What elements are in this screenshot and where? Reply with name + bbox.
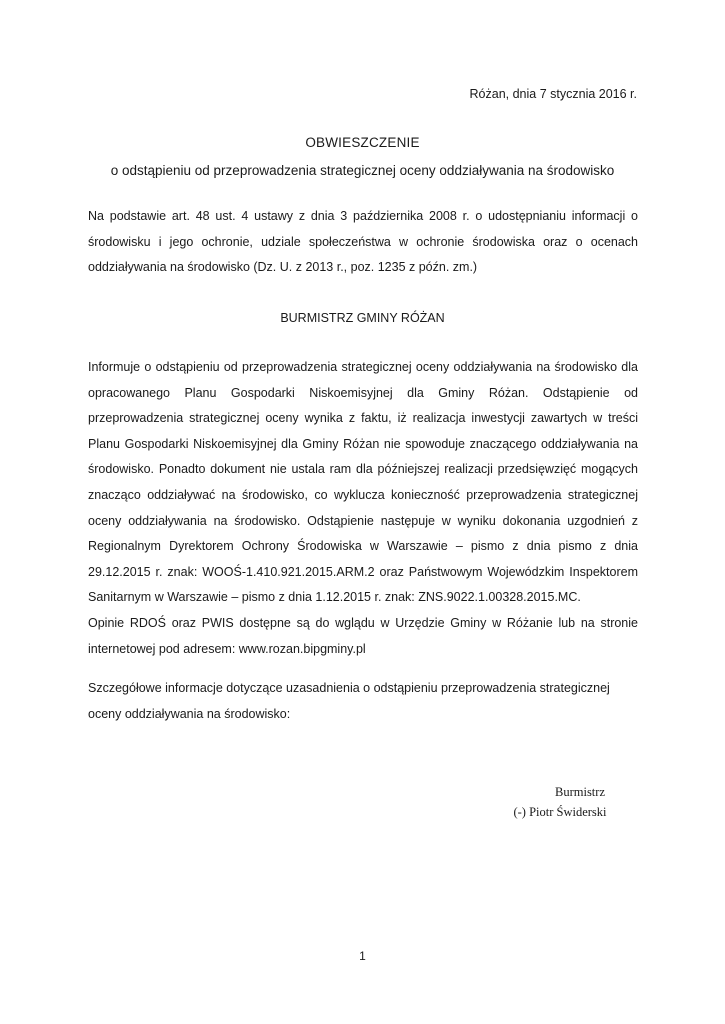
signature-name: (-) Piotr Świderski [513,805,607,819]
authority-heading: BURMISTRZ GMINY RÓŻAN [280,311,445,325]
body-paragraph-1: Informuje o odstąpieniu od przeprowadzenia strategicznej oceny oddziaływania na środowisko dla opracowanego Planu Gospodarki Niskoemisyjnej dla Gminy Różan. Odstąpienie od przeprowadzenia strategicznej oceny wynika z faktu, iż realizacja inwestycji zawartych w treści Planu Gospodarki Niskoemisyjnej dla Gminy Różan nie spowoduje znaczącego oddziaływania na środowisko. Ponadto dokument nie ustala ram dla późniejszej realizacji przedsięwzięć mogących znacząco oddziaływać na środowisko, co wyklucza konieczność przeprowadzenia strategicznej oceny oddziaływania na środowisko. Odstąpienie następuje w wyniku dokonania uzgodnień z Regionalnym Dyrektorem Ochrony Środowiska w Warszawie – pismo z dnia pismo z dnia 29.12.2015 r. znak: WOOŚ-1.410.921.2015.ARM.2 oraz Państwowym Wojewódzkim Inspektorem Sanitarnym w Warszawie – pismo z dnia 1.12.2015 r. znak: ZNS.9022.1.00328.2015.MC. [88,360,638,605]
notice-subtitle: o odstąpieniu od przeprowadzenia strategicznej oceny oddziaływania na środowisko [110,163,615,178]
notice-title: OBWIESZCZENIE [305,135,420,150]
page-number: 1 [359,949,366,963]
signature-block [460,782,660,822]
date-line: Różan, dnia 7 stycznia 2016 r. [469,87,637,101]
details-paragraph [88,676,638,727]
legal-basis-text: Na podstawie art. 48 ust. 4 ustawy z dnia 3 października 2008 r. o udostępnianiu informacji o środowisku i jego ochronie, udziale społeczeństwa w ochronie środowiska oraz o ocenach oddziaływania na środowisko (Dz. U. z 2013 r., poz. 1235 z późn. zm.) [88,209,638,275]
signature-role: Burmistrz [555,785,605,799]
legal-basis-paragraph [88,204,638,281]
main-body [88,355,638,662]
details-text: Szczegółowe informacje dotyczące uzasadnienia o odstąpieniu przeprowadzenia strategicznej oceny oddziaływania na środowisko: [88,681,610,721]
body-paragraph-2: Opinie RDOŚ oraz PWIS dostępne są do wglądu w Urzędzie Gminy w Różanie lub na stronie internetowej pod adresem: www.rozan.bipgminy.pl [88,615,638,656]
